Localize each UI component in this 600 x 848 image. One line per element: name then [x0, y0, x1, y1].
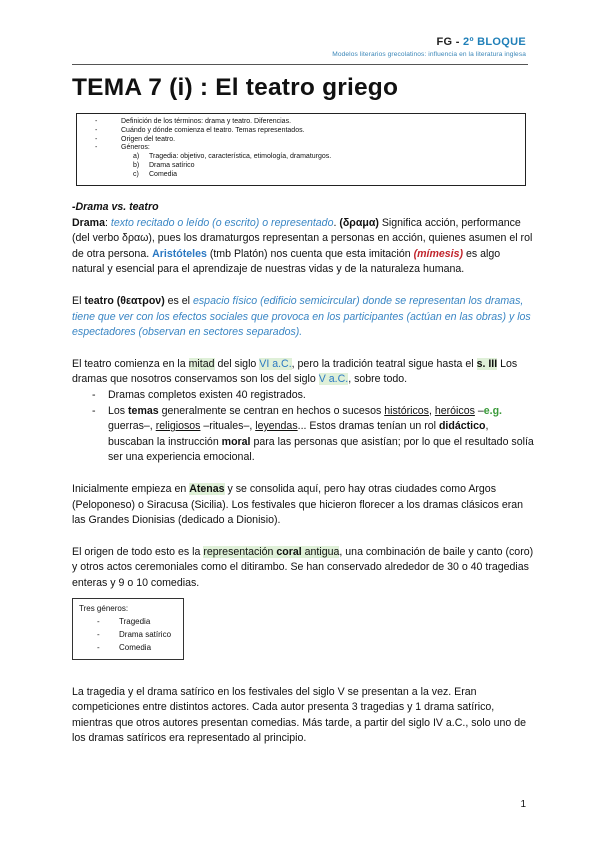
outline-subitem: c) Comedia: [133, 170, 178, 178]
section-heading: -Drama vs. teatro: [72, 201, 159, 213]
header-subtitle: Modelos literarios grecolatinos: influencia en la literatura inglesa: [332, 51, 526, 58]
outline-item: - Géneros:: [95, 144, 150, 152]
outline-item: - Cuándo y dónde comienza el teatro. Temas representados.: [95, 126, 305, 134]
header-divider: [72, 64, 528, 65]
outline-box: [76, 113, 526, 186]
paragraph-festivals: La tragedia y el drama satírico en los festivales del siglo V se presentan a la vez. Eran competiciones entre distintos actores. Cada autor presenta 3 tragedias y 1 drama satírico, mientras que otros autores presentan comedias. Más tarde, a partir del siglo IV a.C., solo uno de los dramas satíricos era representado al principio.: [72, 685, 527, 745]
genres-box: [72, 598, 184, 660]
paragraph-teatro: El teatro (θεατρον) es el espacio físico (edificio semicircular) donde se representan los dramas, tiene que ver con los efectos sociales que provoca en los participantes (actúan en las obras) y los espectadores (observan en sectores separados).: [72, 294, 531, 339]
paragraph-coral: El origen de todo esto es la representación coral antigua, una combinación de baile y canto (coro) y otros actos ceremoniales como el ditirambo. Se han conservado alrededor de 30 o 40 tragedias enteras y 9 o 10 comedias.: [72, 545, 534, 589]
list-item: - Los temas generalmente se centran en hechos o sucesos históricos, heróicos –e.g. guerras–, religiosos –rituales–, leyendas... Estos dramas tenían un rol didáctico, buscaban la instrucción moral para las personas que asistían; por lo que el resultado solía ser una experiencia emocional.: [92, 404, 534, 464]
paragraph-origins: El teatro comienza en la mitad del siglo VI a.C., pero la tradición teatral sigue hasta el s. III Los dramas que nosotros conservamos son los del siglo V a.C., sobre todo.: [72, 357, 518, 386]
list-item: - Comedia: [97, 643, 152, 652]
paragraph-drama: Drama: texto recitado o leído (o escrito) o representado. (δραμα) Significa acción, performance (del verbo δραω), pues los dramaturgos representan a personas en acción, quienes asumen el rol de otra persona. Aristóteles (tmb Platón) nos cuenta que esta imitación (mímesis) es algo natural y esencial para el aprendizaje de nuestras vidas y de la naturaleza humana.: [72, 216, 533, 276]
list-item: - Dramas completos existen 40 registrados.: [92, 388, 306, 401]
list-item: - Tragedia: [97, 617, 151, 626]
paragraph-atenas: Inicialmente empieza en Atenas y se consolida aquí, pero hay otras ciudades como Argos (Peloponeso) o Siracusa (Sicilia). Los festivales que hicieron florecer a los dramas clásicos eran las Grandes Dionisias (dedicado a Dionisio).: [72, 482, 524, 527]
body-text: [72, 200, 534, 591]
outline-subitem: b) Drama satírico: [133, 161, 195, 169]
genres-heading: Tres géneros:: [79, 604, 129, 613]
page-title: TEMA 7 (i) : El teatro griego: [72, 74, 399, 101]
list-item: - Drama satírico: [97, 630, 172, 639]
page-number: 1: [520, 799, 526, 810]
bullet-list: [72, 388, 534, 466]
outline-subitem: a) Tragedia: objetivo, característica, etimología, dramaturgos.: [133, 153, 332, 161]
header-title: [332, 36, 526, 48]
running-header: [332, 36, 526, 58]
header-block: 2º BLOQUE: [463, 36, 526, 48]
outline-item: - Definición de los términos: drama y teatro. Diferencias.: [95, 118, 292, 125]
outline-item: - Origen del teatro.: [95, 135, 176, 143]
header-course: FG -: [436, 36, 464, 48]
